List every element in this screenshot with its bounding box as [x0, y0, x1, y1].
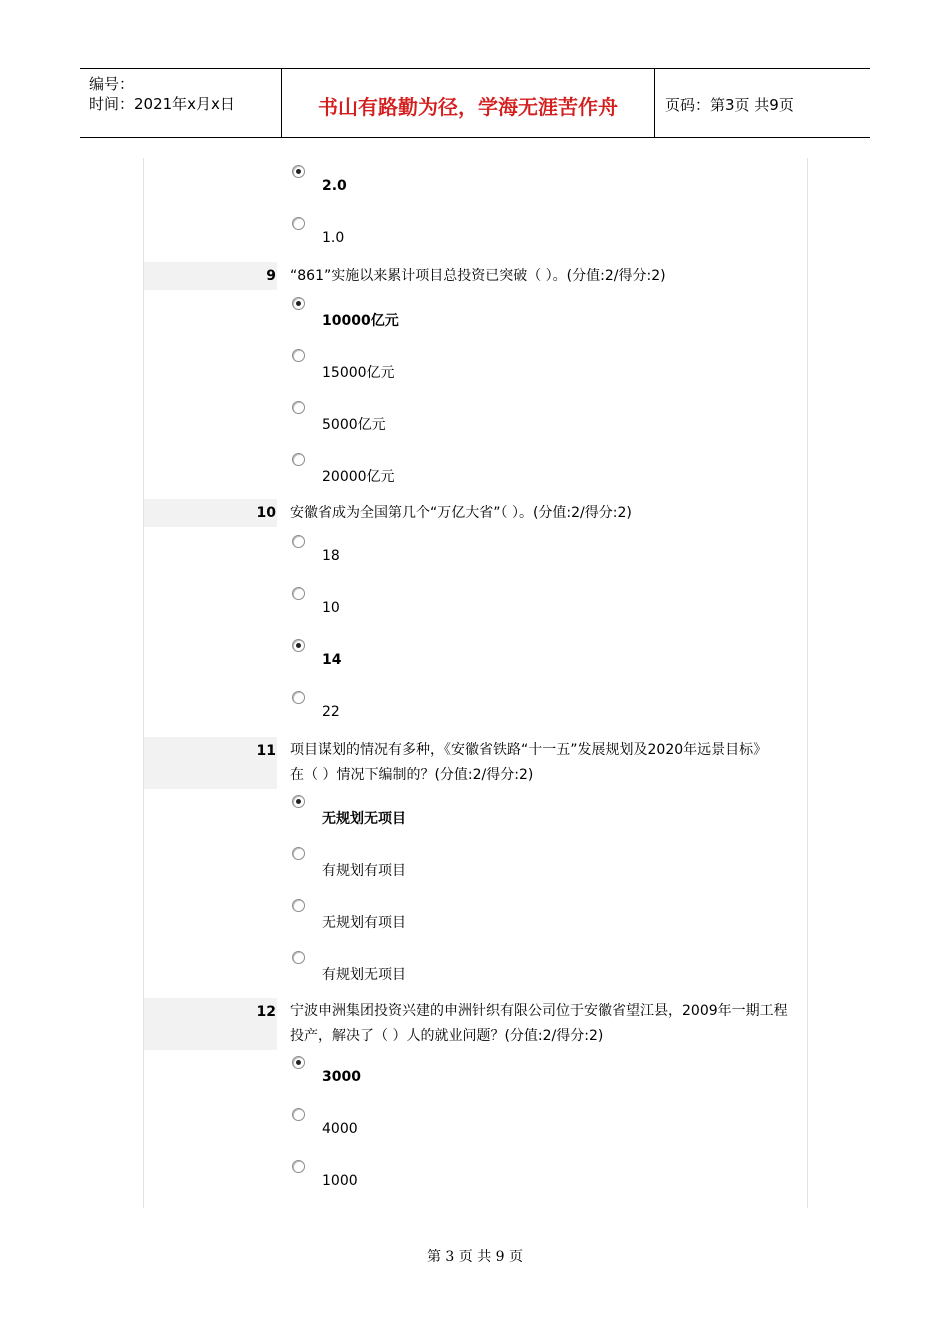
radio-unchecked-icon[interactable]: [292, 587, 305, 600]
radio-unchecked-icon[interactable]: [292, 691, 305, 704]
radio-checked-icon[interactable]: [292, 795, 305, 808]
option-label: 2.0: [322, 178, 347, 194]
question-text-line: 宁波申洲集团投资兴建的申洲针织有限公司位于安徽省望江县，2009年一期工程: [290, 1003, 788, 1019]
option-label: 5000亿元: [322, 417, 386, 433]
question-text: [290, 999, 802, 1049]
option-q11-1[interactable]: [292, 795, 592, 841]
header-meta-cell: [80, 69, 282, 137]
option-q10-2[interactable]: [292, 587, 592, 633]
option-q9-1[interactable]: [292, 297, 592, 343]
option-q9-2[interactable]: [292, 349, 592, 395]
radio-checked-icon[interactable]: [292, 1056, 305, 1069]
radio-unchecked-icon[interactable]: [292, 1160, 305, 1173]
motto-text: 书山有路勤为径，学海无涯苦作舟: [318, 95, 618, 119]
question-text-line: 在（ ）情况下编制的？(分值:2/得分:2): [290, 767, 534, 783]
option-label: 10: [322, 600, 340, 616]
option-q12-2[interactable]: [292, 1108, 592, 1154]
option-q10-1[interactable]: [292, 535, 592, 581]
option-label: 18: [322, 548, 340, 564]
option-q11-4[interactable]: [292, 951, 592, 997]
radio-unchecked-icon[interactable]: [292, 847, 305, 860]
option-label: 20000亿元: [322, 469, 395, 485]
radio-unchecked-icon[interactable]: [292, 453, 305, 466]
option-q10-3[interactable]: [292, 639, 592, 685]
radio-unchecked-icon[interactable]: [292, 401, 305, 414]
option-label: 有规划有项目: [322, 863, 406, 879]
option-label: 15000亿元: [322, 365, 395, 381]
option-q11-2[interactable]: [292, 847, 592, 893]
quiz-panel: [143, 158, 808, 1208]
option-label: 14: [322, 652, 342, 668]
radio-unchecked-icon[interactable]: [292, 899, 305, 912]
radio-unchecked-icon[interactable]: [292, 951, 305, 964]
question-text: [290, 264, 802, 289]
option-label: 无规划无项目: [322, 811, 406, 827]
question-number: 12: [256, 1004, 276, 1020]
radio-unchecked-icon[interactable]: [292, 217, 305, 230]
option-q9-3[interactable]: [292, 401, 592, 447]
option-q9-4[interactable]: [292, 453, 592, 499]
radio-unchecked-icon[interactable]: [292, 349, 305, 362]
radio-checked-icon[interactable]: [292, 639, 305, 652]
question-text-line: 投产，解决了（ ）人的就业问题？(分值:2/得分:2): [290, 1028, 604, 1044]
option-q10-4[interactable]: [292, 691, 592, 737]
question-text-line: 安徽省成为全国第几个“万亿大省”（ ）。(分值:2/得分:2): [290, 505, 632, 521]
radio-unchecked-icon[interactable]: [292, 1108, 305, 1121]
option-label: 22: [322, 704, 340, 720]
question-text-line: “861”实施以来累计项目总投资已突破（ ）。(分值:2/得分:2): [290, 268, 666, 284]
page-footer: 第 3 页 共 9 页: [426, 1249, 524, 1265]
question-text-line: 项目谋划的情况有多种，《安徽省铁路“十一五”发展规划及2020年远景目标》: [290, 742, 768, 758]
radio-checked-icon[interactable]: [292, 165, 305, 178]
option-label: 10000亿元: [322, 313, 399, 329]
radio-unchecked-icon[interactable]: [292, 535, 305, 548]
option-label: 4000: [322, 1121, 358, 1137]
option-q12-1[interactable]: [292, 1056, 592, 1102]
option-q8-2[interactable]: [292, 217, 592, 263]
page-header: [80, 68, 870, 138]
option-q8-1[interactable]: [292, 165, 592, 211]
option-label: 无规划有项目: [322, 915, 406, 931]
page-info: 页码：第3页 共9页: [665, 96, 794, 114]
option-label: 1.0: [322, 230, 345, 246]
question-text: [290, 501, 802, 526]
question-number: 11: [256, 743, 276, 759]
header-page-cell: [655, 69, 870, 137]
question-number: 10: [256, 505, 276, 521]
option-label: 3000: [322, 1069, 361, 1085]
option-label: 有规划无项目: [322, 967, 406, 983]
header-motto-cell: [282, 69, 655, 137]
radio-checked-icon[interactable]: [292, 297, 305, 310]
serial-label: 编号：: [89, 75, 135, 93]
option-label: 1000: [322, 1173, 358, 1189]
question-number: 9: [266, 268, 276, 284]
option-q11-3[interactable]: [292, 899, 592, 945]
date-label: 时间：2021年x月x日: [89, 95, 235, 113]
question-text: [290, 738, 802, 788]
option-q12-3[interactable]: [292, 1160, 592, 1206]
